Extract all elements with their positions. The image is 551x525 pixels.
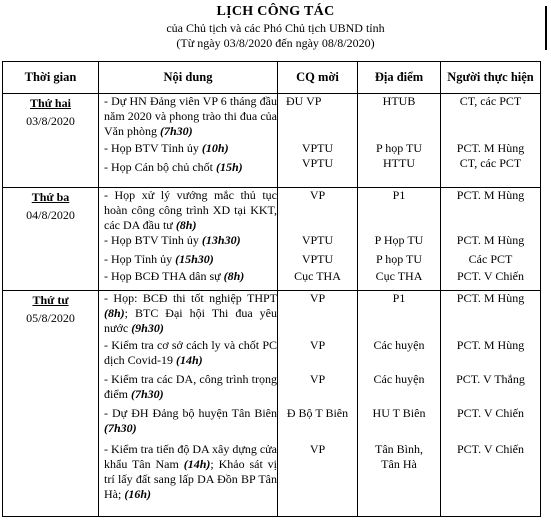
- day-row-tuesday: [3, 188, 541, 291]
- item-time: (14h): [183, 457, 211, 471]
- item-text: - Họp Tỉnh ủy: [104, 252, 176, 266]
- list-item: [99, 291, 277, 338]
- day-cell: [3, 94, 99, 188]
- performer-cell: [441, 94, 541, 188]
- performer-value: PCT. V Chiến: [456, 406, 524, 420]
- item-text: - Kiểm tra cơ sở cách ly và chốt PC dịch Covid-19: [104, 338, 277, 367]
- col-header-inviting-agency: CQ mời: [278, 62, 358, 94]
- day-date: 04/8/2020: [26, 208, 75, 222]
- list-item: [99, 372, 277, 406]
- item-text: - Kiểm tra tiến độ DA xây dựng cửa khẩu Tân Nam: [104, 442, 277, 471]
- day-cell: [3, 188, 99, 291]
- performer-value: PCT. M Hùng: [456, 188, 525, 202]
- location-cell: [358, 188, 441, 291]
- item-time: (8h): [175, 218, 197, 232]
- location-value: Các huyện: [373, 338, 425, 352]
- col-header-location: Địa điểm: [358, 62, 441, 94]
- performer-value: PCT. M Hùng: [456, 338, 525, 352]
- location-value: HTTU: [383, 156, 415, 170]
- agency-value: VPTU: [301, 141, 334, 155]
- content-cell: [99, 94, 278, 188]
- location-cell: [358, 94, 441, 188]
- agency-value: Cục THA: [294, 269, 341, 283]
- day-date: 05/8/2020: [26, 311, 75, 325]
- item-text: - Họp xử lý vướng mắc thủ tục hoàn công công trình XD tại KKT, các DA đầu tư: [104, 188, 277, 232]
- performer-value: CT, các PCT: [459, 156, 522, 170]
- agency-value: VPTU: [301, 156, 334, 170]
- item-text: ; Khảo sát vị trí lấy đất sang lấp DA Đồn BP Tân Hà;: [104, 457, 277, 501]
- performer-value: PCT. M Hùng: [456, 291, 525, 305]
- performer-value: Các PCT: [468, 252, 513, 266]
- item-text: - Kiểm tra các DA, công trình trọng điểm: [104, 372, 277, 401]
- list-item: [99, 94, 277, 141]
- location-value: P họp TU: [375, 252, 422, 266]
- agency-value: VP: [309, 188, 326, 202]
- agency-value: ĐU VP: [286, 94, 322, 108]
- performer-value: PCT. V Chiến: [456, 442, 524, 456]
- location-value: Các huyện: [373, 372, 425, 386]
- page-subtitle: của Chủ tịch và các Phó Chủ tịch UBND tỉnh: [166, 21, 385, 35]
- date-range: (Từ ngày 03/8/2020 đến ngày 08/8/2020): [176, 36, 375, 50]
- list-item: [99, 233, 277, 252]
- performer-cell: [441, 188, 541, 291]
- item-text: - Dự ĐH Đảng bộ huyện Tân Biên: [104, 406, 277, 420]
- list-item: [99, 269, 277, 284]
- performer-value: CT, các PCT: [459, 94, 522, 108]
- col-header-time: Thời gian: [3, 62, 99, 94]
- item-text: - Dự HN Đảng viên VP 6 tháng đầu năm 2020 và phong trào thi đua của Văn phòng: [104, 94, 277, 138]
- item-time: (16h): [124, 487, 151, 501]
- item-text: - Họp BTV Tỉnh ủy: [104, 233, 202, 247]
- performer-value: PCT. V Chiến: [456, 269, 524, 283]
- item-time: (8h): [223, 269, 245, 283]
- col-header-performer: Người thực hiện: [441, 62, 541, 94]
- performer-value: PCT. M Hùng: [456, 141, 525, 155]
- list-item: [99, 406, 277, 442]
- list-item: [99, 141, 277, 160]
- edge-bar: [545, 6, 547, 50]
- item-time: (15h30): [175, 252, 214, 266]
- page-title: LỊCH CÔNG TÁC: [216, 4, 335, 19]
- item-time: (15h): [215, 160, 243, 174]
- schedule-table: [2, 61, 541, 517]
- day-date: 03/8/2020: [26, 114, 75, 128]
- content-cell: [99, 188, 278, 291]
- item-time: (13h30): [201, 233, 241, 247]
- list-item: [99, 188, 277, 233]
- item-text: - Họp: BCĐ thi tốt nghiệp THPT: [104, 291, 277, 305]
- content-cell: [99, 291, 278, 517]
- item-text: ; BTC Đại hội Thi đua yêu nước: [104, 306, 277, 335]
- day-row-wednesday: [3, 291, 541, 517]
- item-text: - Họp BTV Tỉnh ủy: [104, 141, 202, 155]
- agency-cell: [278, 188, 358, 291]
- item-time: (7h30): [131, 387, 164, 401]
- location-value: Cục THA: [375, 269, 423, 283]
- item-time: (8h): [104, 306, 125, 320]
- agency-value: VP: [309, 372, 326, 386]
- location-value: P1: [392, 291, 406, 305]
- day-name: Thứ ba: [31, 190, 70, 204]
- agency-value: VP: [309, 442, 326, 456]
- item-time: (9h30): [131, 321, 164, 335]
- list-item: [99, 160, 277, 175]
- item-time: (7h30): [160, 124, 193, 138]
- day-row-monday: [3, 94, 541, 188]
- table-header-row: [3, 62, 541, 94]
- performer-value: PCT. V Thắng: [456, 372, 525, 386]
- item-time: (14h): [176, 353, 203, 367]
- location-cell: [358, 291, 441, 517]
- list-item: [99, 442, 277, 502]
- item-time: (10h): [201, 141, 229, 155]
- performer-cell: [441, 291, 541, 517]
- item-text: - Họp Cán bộ chủ chốt: [104, 160, 216, 174]
- agency-value: VPTU: [301, 252, 334, 266]
- agency-cell: [278, 94, 358, 188]
- col-header-content: Nội dung: [99, 62, 278, 94]
- list-item: [99, 338, 277, 372]
- list-item: [99, 252, 277, 269]
- item-text: - Họp BCĐ THA dân sự: [104, 269, 224, 283]
- location-value: HU T Biên: [372, 406, 426, 420]
- performer-value: PCT. M Hùng: [456, 233, 525, 247]
- day-cell: [3, 291, 99, 517]
- location-value: P Họp TU: [374, 233, 424, 247]
- day-name: Thứ tư: [32, 293, 69, 307]
- agency-value: VP: [309, 338, 326, 352]
- location-value: HTUB: [382, 94, 416, 108]
- agency-value: Đ Bộ T Biên: [286, 406, 349, 420]
- item-time: (7h30): [104, 421, 137, 435]
- day-name: Thứ hai: [30, 96, 71, 110]
- location-value: P1: [392, 188, 406, 202]
- location-value: Tân Bình, Tân Hà: [375, 442, 423, 471]
- agency-value: VPTU: [301, 233, 334, 247]
- location-value: P họp TU: [375, 141, 422, 155]
- agency-value: VP: [309, 291, 326, 305]
- agency-cell: [278, 291, 358, 517]
